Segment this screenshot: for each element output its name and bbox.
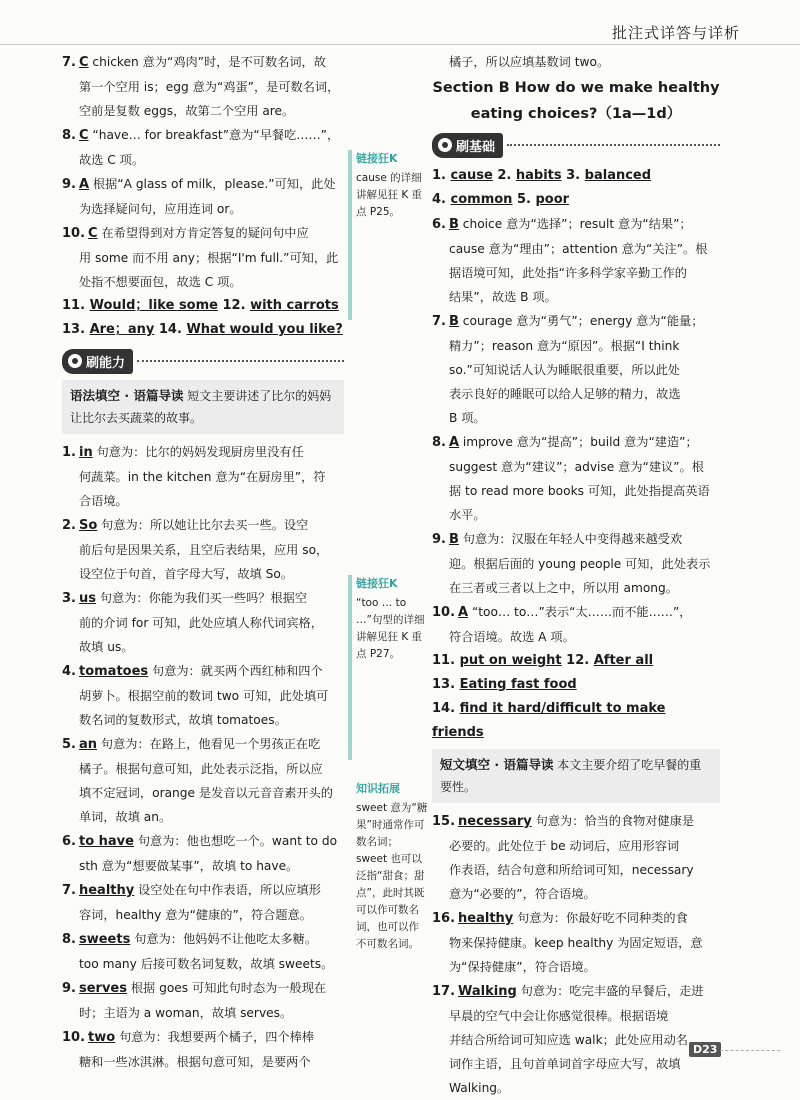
item-answer: two: [88, 1030, 116, 1045]
fill-item: [432, 906, 720, 979]
item-first-line: [62, 123, 344, 148]
item-continuation: 迎。根据后面的 young people 可知，此处表示: [449, 557, 711, 571]
item-answer: Walking: [458, 984, 517, 999]
answer-number: 14.: [432, 701, 456, 716]
section-title: Section B How do we make healthy: [432, 80, 720, 96]
item-answer: serves: [78, 981, 127, 996]
item-first-line: [62, 878, 344, 903]
box-text: 短文主要讲述了比尔的妈妈让比尔去买蔬菜的故事。: [70, 389, 332, 425]
item-first-line: [62, 732, 344, 757]
item-continuation: 符合语境。故选 A 项。: [449, 630, 575, 644]
fill-item: [62, 829, 344, 878]
answer-number: 12.: [566, 653, 590, 668]
answer-text: poor: [535, 192, 570, 207]
fill-item: [432, 809, 720, 906]
reading-guide-box: [432, 749, 720, 803]
answer-line: [432, 188, 720, 212]
item-continuation: 容词，healthy 意为“健康的”，符合题意。: [79, 908, 312, 922]
item-answer: B: [448, 532, 459, 547]
section-badge-ability: [62, 348, 344, 374]
answer-text: cause: [450, 168, 493, 183]
badge-icon: [68, 354, 82, 368]
item-explanation: 句意为：汉服在年轻人中变得越来越受欢: [462, 532, 683, 546]
item-answer: tomatoes: [78, 664, 149, 679]
item-continuation: 结果”，故选 B 项。: [449, 290, 557, 304]
answer-item: [432, 527, 720, 600]
item-number: 3.: [62, 591, 76, 606]
answer-item: [432, 600, 720, 649]
badge-label: 刷基础: [456, 139, 496, 155]
item-continuation: 水平。: [449, 508, 486, 522]
side-note-text: cause 的详细讲解见狂 K 重点 P25。: [356, 172, 423, 218]
item-explanation: “have… for breakfast”意为“早餐吃……”，: [92, 128, 340, 142]
section-badge-basics: [432, 132, 720, 158]
item-explanation: chicken 意为“鸡肉”时，是不可数名词，故: [92, 55, 326, 69]
fill-item: [62, 440, 344, 513]
right-column: [432, 50, 720, 1100]
answer-text: Eating fast food: [459, 677, 577, 692]
item-first-line: [62, 1025, 344, 1050]
item-explanation: 句意为：在路上，他看见一个男孩正在吃: [100, 737, 321, 751]
item-explanation: 句意为：你最好吃不同种类的食: [517, 911, 688, 925]
answer-number: 1.: [432, 168, 446, 183]
item-number: 7.: [62, 883, 76, 898]
answer-number: 5.: [516, 192, 531, 207]
answer-item: [62, 221, 344, 294]
item-number: 1.: [62, 445, 76, 460]
item-explanation: 句意为：恰当的食物对健康是: [535, 814, 695, 828]
item-first-line: [432, 979, 720, 1004]
continued-text: 橘子，所以应填基数词 two。: [449, 55, 610, 69]
side-note-tag: 知识拓展: [356, 782, 400, 795]
item-continuation: 数名词的复数形式，故填 tomatoes。: [79, 713, 287, 727]
item-explanation: 句意为：我想要两个橘子，四个棒棒: [119, 1030, 315, 1044]
answer-number: 11.: [432, 653, 456, 668]
answer-number: 3.: [566, 168, 581, 183]
item-number: 5.: [62, 737, 76, 752]
item-first-line: [432, 309, 720, 334]
item-continuation: too many 后接可数名词复数，故填 sweets。: [79, 957, 334, 971]
item-number: 4.: [62, 664, 76, 679]
item-explanation: 句意为：比尔的妈妈发现厨房里没有任: [96, 445, 304, 459]
item-number: 7.: [432, 314, 446, 329]
item-continuation: Walking。: [449, 1081, 510, 1095]
item-first-line: [432, 809, 720, 834]
answer-text: with carrots: [250, 298, 339, 313]
answer-line: [62, 318, 344, 342]
answer-item: [62, 123, 344, 172]
side-note-tag: 链接狂K: [356, 577, 398, 590]
item-number: 17.: [432, 984, 456, 999]
item-continuation: 何蔬菜。in the kitchen 意为“在厨房里”，符: [79, 470, 326, 484]
item-continuation: 精力”；reason 意为“原因”。根据“I think: [449, 339, 680, 353]
item-continuation: 在三者或三者以上之中，所以用 among。: [449, 581, 678, 595]
item-continuation: 胡萝卜。根据空前的数词 two 可知，此处填可: [79, 689, 329, 703]
item-number: 9.: [432, 532, 446, 547]
item-first-line: [432, 600, 720, 625]
answer-line: [432, 164, 720, 188]
fill-item: [432, 979, 720, 1100]
item-continuation: 前后句是因果关系，且空后表结果，应用 so，: [79, 543, 329, 557]
item-first-line: [62, 829, 344, 854]
item-continuation: 故选 C 项。: [79, 153, 145, 167]
item-first-line: [62, 659, 344, 684]
side-note-text: sweet 意为“糖果”时通常作可数名词；sweet 也可以泛指“甜食；甜点”，此时其既可以作可数名词，也可以作不可数名词。: [356, 802, 428, 950]
item-continuation: 物来保持健康。keep healthy 为固定短语，意: [449, 936, 703, 950]
answer-item: [432, 212, 720, 309]
item-continuation: 表示良好的睡眠可以给人足够的精力，故选: [449, 387, 681, 401]
answer-text: common: [450, 192, 513, 207]
fill-item: [62, 878, 344, 927]
side-note-tag: 链接狂K: [356, 152, 398, 165]
reading-guide-box: [62, 380, 344, 434]
page-number: D23: [689, 1042, 721, 1057]
item-explanation: 句意为：他妈妈不让他吃太多糖。: [134, 932, 318, 946]
item-explanation: courage 意为“勇气”；energy 意为“能量；: [462, 314, 704, 328]
side-accent-bar: [348, 150, 352, 320]
box-label: 语法填空 · 语篇导读: [70, 388, 184, 403]
answer-item: [62, 50, 344, 123]
item-answer: C: [88, 226, 98, 241]
answer-line: [432, 697, 720, 745]
item-explanation: 在希望得到对方肯定答复的疑问句中应: [101, 226, 309, 240]
item-continuation: 填不定冠词，orange 是发音以元音音素开头的: [79, 786, 333, 800]
badge-pill: [62, 349, 133, 374]
item-number: 8.: [62, 128, 76, 143]
item-number: 9.: [62, 177, 76, 192]
badge-dotted-rule: [137, 360, 344, 362]
item-continuation: 据 to read more books 可知，此处指提高英语: [449, 484, 710, 498]
item-explanation: 设空处在句中作表语，所以应填形: [138, 883, 321, 897]
answer-text: Are；any: [89, 322, 155, 337]
item-answer: to have: [78, 834, 134, 849]
answer-line: [432, 673, 720, 697]
answer-number: 4.: [432, 192, 446, 207]
answer-number: 12.: [222, 298, 246, 313]
answer-number: 11.: [62, 298, 86, 313]
answer-text: Would；like some: [89, 298, 218, 313]
item-continuation: 据语境可知，此处指“许多科学家辛勤工作的: [449, 266, 687, 280]
item-first-line: [432, 212, 720, 237]
item-continuation: 为选择疑问句，应用连词 or。: [79, 202, 242, 216]
footer-divider: [720, 1050, 780, 1051]
item-number: 10.: [62, 226, 86, 241]
item-number: 16.: [432, 911, 456, 926]
answer-line: [62, 294, 344, 318]
fill-item: [62, 659, 344, 732]
box-label: 短文填空 · 语篇导读: [440, 757, 554, 772]
item-continuation: 时；主语为 a woman，故填 serves。: [79, 1006, 293, 1020]
answer-line: [432, 649, 720, 673]
left-column: [62, 50, 344, 1074]
item-answer: So: [78, 518, 98, 533]
item-continuation: 合语境。: [79, 494, 128, 508]
item-continuation: 橘子。根据句意可知，此处表示泛指，所以应: [79, 762, 323, 776]
fill-item: [62, 976, 344, 1025]
fill-item: [62, 1025, 344, 1074]
item-continuation: suggest 意为“建议”；advise 意为“建议”。根: [449, 460, 704, 474]
fill-item: [62, 732, 344, 829]
item-explanation: improve 意为“提高”；build 意为“建造”；: [462, 435, 698, 449]
item-explanation: “too… to…”表示“太……而不能……”，: [471, 605, 692, 619]
item-answer: C: [78, 55, 89, 70]
item-continuation: 空前是复数 eggs，故第二个空用 are。: [79, 104, 295, 118]
item-answer: A: [448, 435, 460, 450]
answer-text: balanced: [584, 168, 652, 183]
fill-item: [62, 927, 344, 976]
item-answer: in: [78, 445, 93, 460]
item-number: 9.: [62, 981, 76, 996]
item-first-line: [62, 586, 344, 611]
item-continuation: 并结合所给词可知应选 walk；此处应用动名: [449, 1033, 688, 1047]
side-note-text: “too … to …”句型的详细讲解见狂 K 重点 P27。: [356, 597, 425, 660]
item-answer: A: [458, 605, 469, 620]
item-continuation: 词作主语，且句首单词首字母应大写，故填: [449, 1057, 681, 1071]
item-continuation: 设空位于句首，首字母大写，故填 So。: [79, 567, 294, 581]
item-continuation: 早晨的空气中会让你感觉很棒。根据语境: [449, 1009, 669, 1023]
item-continuation: 单词，故填 an。: [79, 810, 172, 824]
item-explanation: 句意为：吃完丰盛的早餐后，走进: [520, 984, 704, 998]
header-divider: [0, 44, 800, 45]
section-title: eating choices?（1a—1d）: [470, 106, 682, 122]
answer-text: After all: [593, 653, 654, 668]
item-answer: B: [448, 217, 459, 232]
item-continuation: 第一个空用 is；egg 意为“鸡蛋”，是可数名词，: [79, 80, 340, 94]
item-first-line: [432, 906, 720, 931]
item-first-line: [432, 430, 720, 455]
item-number: 2.: [62, 518, 76, 533]
badge-dotted-rule: [507, 144, 720, 146]
item-number: 7.: [62, 55, 76, 70]
item-number: 15.: [432, 814, 456, 829]
item-first-line: [62, 927, 344, 952]
item-answer: necessary: [458, 814, 532, 829]
item-first-line: [62, 172, 344, 197]
item-explanation: 句意为：你能为我们买一些吗？根据空: [99, 591, 308, 605]
item-continuation: 处指不想要面包，故选 C 项。: [79, 275, 242, 289]
item-first-line: [432, 527, 720, 552]
item-number: 6.: [62, 834, 76, 849]
item-continuation: 用 some 而不用 any；根据“I'm full.”可知，此: [79, 251, 339, 265]
item-continuation: 必要的。此处位于 be 动词后，应用形容词: [449, 839, 680, 853]
answer-text: habits: [515, 168, 562, 183]
page-header-title: 批注式详答与详析: [611, 24, 740, 42]
badge-pill: [432, 133, 503, 158]
item-continuation: cause 意为“理由”；attention 意为“关注”。根: [449, 242, 708, 256]
item-explanation: 根据 goes 可知此句时态为一般现在: [130, 981, 327, 995]
answer-text: put on weight: [459, 653, 562, 668]
answer-number: 13.: [62, 322, 86, 337]
answer-number: 13.: [432, 677, 456, 692]
item-first-line: [62, 976, 344, 1001]
answer-item: [62, 172, 344, 221]
answer-number: 14.: [158, 322, 182, 337]
item-answer: A: [78, 177, 90, 192]
item-first-line: [62, 221, 344, 246]
item-explanation: 句意为：他也想吃一个。want to do: [137, 834, 338, 848]
answer-text: What would you like?: [186, 322, 343, 337]
item-continuation: so.”可知说话人认为睡眠很重要，所以此处: [449, 363, 680, 377]
item-answer: healthy: [458, 911, 514, 926]
side-note-block: [356, 575, 428, 667]
side-note-block: [356, 150, 428, 225]
item-number: 10.: [62, 1030, 86, 1045]
item-first-line: [62, 50, 344, 75]
item-explanation: 句意为：就买两个西红柿和四个: [152, 664, 323, 678]
item-answer: an: [78, 737, 98, 752]
item-number: 6.: [432, 217, 446, 232]
item-first-line: [62, 513, 344, 538]
item-continuation: 故填 us。: [79, 640, 134, 654]
item-answer: sweets: [78, 932, 131, 947]
side-note-block: [356, 780, 428, 957]
answer-text: find it hard/difficult to make friends: [432, 701, 666, 740]
item-explanation: 根据“A glass of milk，please.”可知，此处: [92, 177, 336, 191]
item-answer: B: [448, 314, 459, 329]
item-continuation: 前的介词 for 可知，此处应填人称代词宾格，: [79, 616, 323, 630]
item-continuation: sth 意为“想要做某事”，故填 to have。: [79, 859, 299, 873]
item-number: 8.: [62, 932, 76, 947]
badge-label: 刷能力: [86, 355, 126, 371]
item-number: 8.: [432, 435, 446, 450]
answer-item: [432, 430, 720, 527]
item-answer: healthy: [78, 883, 135, 898]
answer-item: [432, 309, 720, 430]
item-answer: C: [78, 128, 89, 143]
item-number: 10.: [432, 605, 456, 620]
item-explanation: 句意为：所以她让比尔去买一些。设空: [101, 518, 309, 532]
badge-icon: [438, 138, 452, 152]
item-continuation: 作表语，结合句意和所给词可知，necessary: [449, 863, 694, 877]
item-continuation: 为“保持健康”，符合语境。: [449, 960, 596, 974]
fill-item: [62, 586, 344, 659]
item-continuation: 糖和一些冰淇淋。根据句意可知，是要两个: [79, 1055, 311, 1069]
item-explanation: choice 意为“选择”；result 意为“结果”；: [462, 217, 692, 231]
box-text: 本文主要介绍了吃早餐的重要性。: [440, 758, 702, 794]
item-first-line: [62, 440, 344, 465]
item-answer: us: [78, 591, 96, 606]
side-accent-bar: [348, 575, 352, 760]
item-continuation: 意为“必要的”，符合语境。: [449, 887, 596, 901]
fill-item: [62, 513, 344, 586]
item-continuation: B 项。: [449, 411, 486, 425]
answer-number: 2.: [497, 168, 512, 183]
